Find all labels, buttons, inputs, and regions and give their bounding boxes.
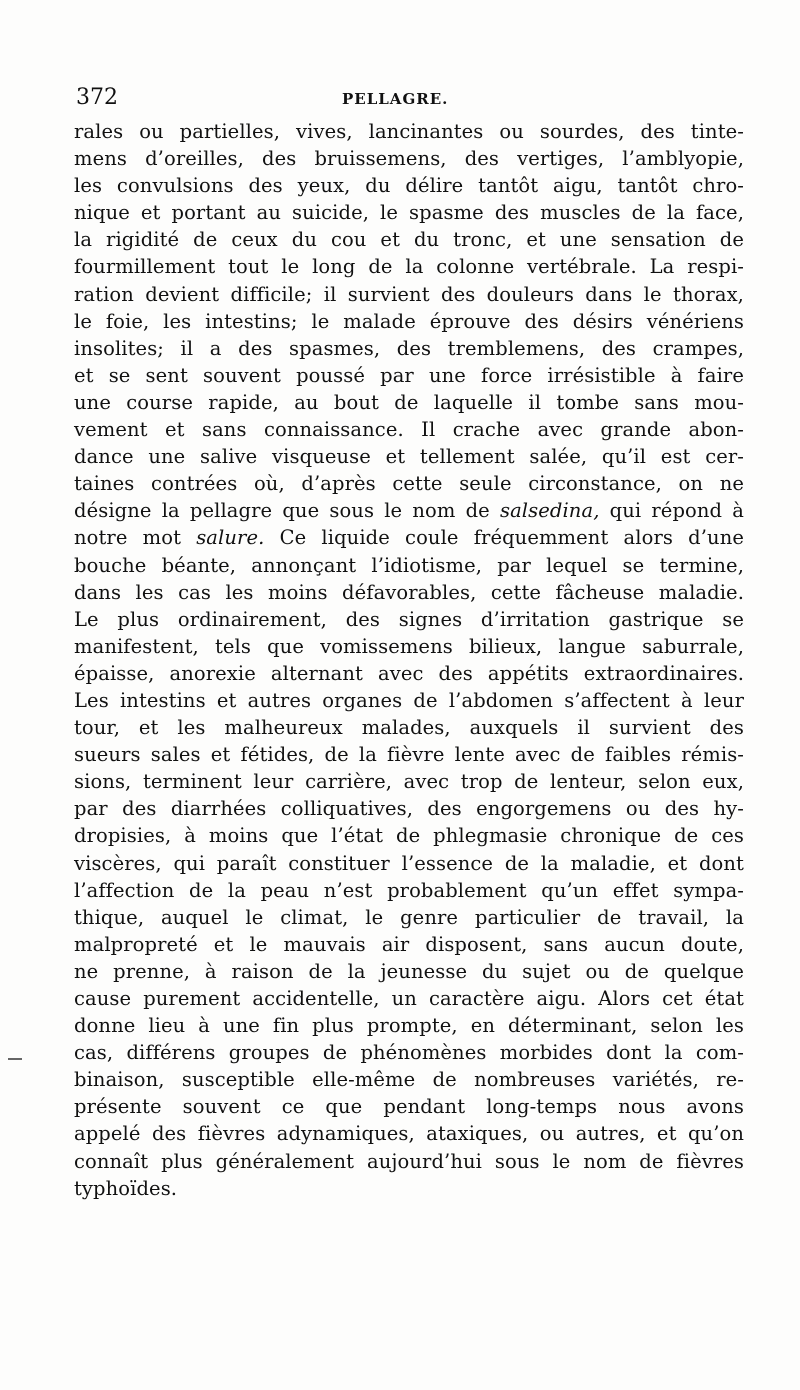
text-line: le foie, les intestins; le malade éprouve des désirs vénériens xyxy=(74,309,744,333)
text-line: donne lieu à une fin plus prompte, en déterminant, selon les xyxy=(74,1014,744,1038)
text-line: dance une salive visqueuse et tellement salée, qu’il est cer- xyxy=(74,445,744,469)
text-line: typhoïdes. xyxy=(74,1176,178,1200)
text-segment: Ce liquide coule fréquemment alors d’une xyxy=(264,526,744,550)
text-line: l’affection de la peau n’est probablement qu’un effet sympa- xyxy=(74,878,744,902)
text-line: épaisse, anorexie alternant avec des appétits extraordinaires. xyxy=(74,661,744,685)
text-line: dans les cas les moins défavorables, cette fâcheuse maladie. xyxy=(74,580,744,604)
text-line: et se sent souvent poussé par une force irrésistible à faire xyxy=(74,363,744,387)
text-line: binaison, susceptible elle-même de nombreuses variétés, re- xyxy=(74,1068,744,1092)
text-line: appelé des fièvres adynamiques, ataxiques, ou autres, et qu’on xyxy=(74,1122,744,1146)
text-line: vement et sans connaissance. Il crache avec grande abon- xyxy=(74,418,744,442)
italic-term: salure. xyxy=(196,526,265,550)
text-line: ration devient difficile; il survient des douleurs dans le thorax, xyxy=(74,282,744,306)
body-text xyxy=(74,118,744,1202)
text-line: thique, auquel le climat, le genre particulier de travail, la xyxy=(74,905,744,929)
text-line: sions, terminent leur carrière, avec trop de lenteur, selon eux, xyxy=(74,770,744,794)
text-line: ne prenne, à raison de la jeunesse du sujet ou de quelque xyxy=(74,959,744,983)
running-head: PELLAGRE. xyxy=(342,90,449,108)
text-line: cas, différens groupes de phénomènes morbides dont la com- xyxy=(74,1041,744,1065)
text-line: par des diarrhées colliquatives, des engorgemens ou des hy- xyxy=(74,797,744,821)
text-line: présente souvent ce que pendant long-temps nous avons xyxy=(74,1095,744,1119)
text-line: Le plus ordinairement, des signes d’irritation gastrique se xyxy=(74,607,744,631)
text-segment: désigne la pellagre que sous le nom de xyxy=(74,499,500,523)
text-line: rales ou partielles, vives, lancinantes ou sourdes, des tinte- xyxy=(74,120,744,143)
text-line: dropisies, à moins que l’état de phlegmasie chronique de ces xyxy=(74,824,744,848)
text-line: manifestent, tels que vomissemens bilieux, langue saburrale, xyxy=(74,634,744,658)
text-line: taines contrées où, d’après cette seule circonstance, on ne xyxy=(74,472,744,496)
margin-mark xyxy=(8,1058,22,1060)
text-line: cause purement accidentelle, un caractère aigu. Alors cet état xyxy=(74,987,744,1010)
text-line: insolites; il a des spasmes, des tremblemens, des crampes, xyxy=(74,336,744,360)
text-line: la rigidité de ceux du cou et du tronc, et une sensation de xyxy=(74,228,744,252)
text-line: nique et portant au suicide, le spasme des muscles de la face, xyxy=(74,201,744,225)
text-line: les convulsions des yeux, du délire tantôt aigu, tantôt chro- xyxy=(74,174,744,198)
page-number: 372 xyxy=(76,85,118,110)
text-line: connaît plus généralement aujourd’hui sous le nom de fièvres xyxy=(74,1149,744,1173)
text-line: mens d’oreilles, des bruissemens, des vertiges, l’amblyopie, xyxy=(74,147,744,171)
text-line xyxy=(74,497,744,524)
text-line: tour, et les malheureux malades, auxquels il survient des xyxy=(74,716,744,740)
text-line: sueurs sales et fétides, de la fièvre lente avec de faibles rémis- xyxy=(74,743,744,767)
italic-term: salsedina, xyxy=(499,499,600,523)
text-line: une course rapide, au bout de laquelle il tombe sans mou- xyxy=(74,390,744,414)
text-segment: qui répond à xyxy=(599,499,744,523)
text-line xyxy=(74,524,744,551)
text-line: malpropreté et le mauvais air disposent, sans aucun doute, xyxy=(74,932,744,956)
text-segment: notre mot xyxy=(74,526,197,550)
text-line: viscères, qui paraît constituer l’essence de la maladie, et dont xyxy=(74,851,744,875)
text-line: fourmillement tout le long de la colonne vertébrale. La respi- xyxy=(74,255,744,279)
text-line: Les intestins et autres organes de l’abdomen s’affectent à leur xyxy=(74,688,744,712)
text-line: bouche béante, annonçant l’idiotisme, par lequel se termine, xyxy=(74,553,744,577)
